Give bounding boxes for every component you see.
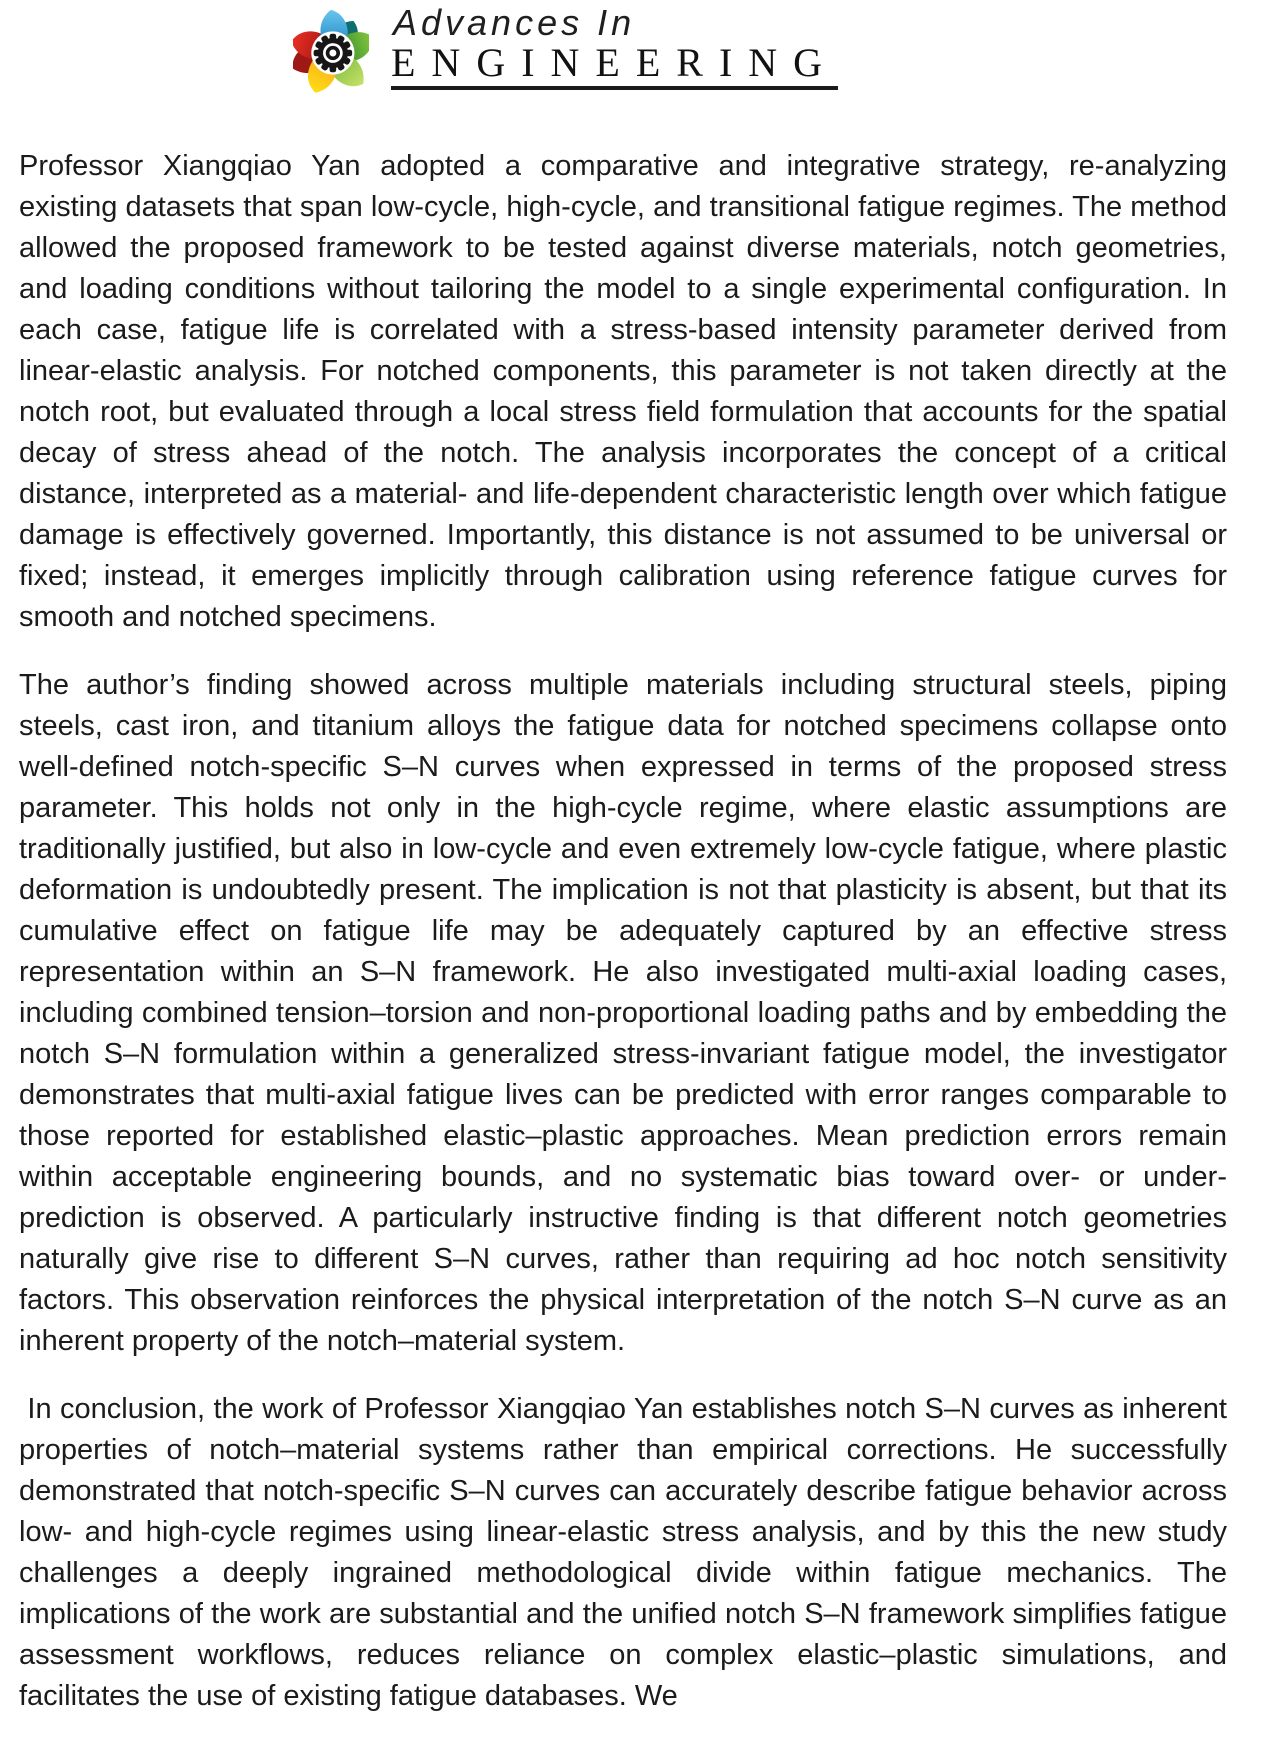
logo-title-line1: Advances In	[393, 2, 636, 43]
paragraph-findings: The author’s finding showed across multiple materials including structural steels, piping steels, cast iron, and titanium alloys the fatigue data for notched specimens collapse onto well-defined notch-specific S–N curves when expressed in terms of the proposed stress parameter. This holds not only in the high-cycle regime, where elastic assumptions are traditionally justified, but also in low-cycle and even extremely low-cycle fatigue, where plastic deformation is undoubtedly present. The implication is not that plasticity is absent, but that its cumulative effect on fatigue life may be adequately captured by an effective stress representation within an S–N framework. He also investigated multi-axial loading cases, including combined tension–torsion and non-proportional loading paths and by embedding the notch S–N formulation within a generalized stress-invariant fatigue model, the investigator demonstrates that multi-axial fatigue lives can be predicted with error ranges comparable to those reported for established elastic–plastic approaches. Mean prediction errors remain within acceptable engineering bounds, and no systematic bias toward over- or under-prediction is observed. A particularly instructive finding is that different notch geometries naturally give rise to different S–N curves, rather than requiring ad hoc notch sensitivity factors. This observation reinforces the physical interpretation of the notch S–N curve as an inherent property of the notch–material system.	[19, 669, 1227, 1357]
logo	[293, 2, 839, 100]
article-body	[0, 100, 1264, 1717]
pinwheel-gear-icon-svg	[293, 6, 369, 100]
logo-wordmark	[391, 2, 839, 90]
logo-title-line2: ENGINEERING	[391, 43, 838, 90]
paragraph-conclusion: In conclusion, the work of Professor Xiangqiao Yan establishes notch S–N curves as inherent properties of notch–material systems rather than empirical corrections. He successfully demonstrated that notch-specific S–N curves can accurately describe fatigue behavior across low- and high-cycle regimes using linear-elastic stress analysis, and by this the new study challenges a deeply ingrained methodological divide within fatigue mechanics. The implications of the work are substantial and the unified notch S–N framework simplifies fatigue assessment workflows, reduces reliance on complex elastic–plastic simulations, and facilitates the use of existing fatigue databases. We	[19, 1393, 1227, 1712]
paragraph-methodology: Professor Xiangqiao Yan adopted a comparative and integrative strategy, re-analyzing existing datasets that span low-cycle, high-cycle, and transitional fatigue regimes. The method allowed the proposed framework to be tested against diverse materials, notch geometries, and loading conditions without tailoring the model to a single experimental configuration. In each case, fatigue life is correlated with a stress-based intensity parameter derived from linear-elastic analysis. For notched components, this parameter is not taken directly at the notch root, but evaluated through a local stress field formulation that accounts for the spatial decay of stress ahead of the notch. The analysis incorporates the concept of a critical distance, interpreted as a material- and life-dependent characteristic length over which fatigue damage is effectively governed. Importantly, this distance is not assumed to be universal or fixed; instead, it emerges implicitly through calibration using reference fatigue curves for smooth and notched specimens.	[19, 150, 1227, 633]
pinwheel-gear-icon	[293, 6, 369, 100]
